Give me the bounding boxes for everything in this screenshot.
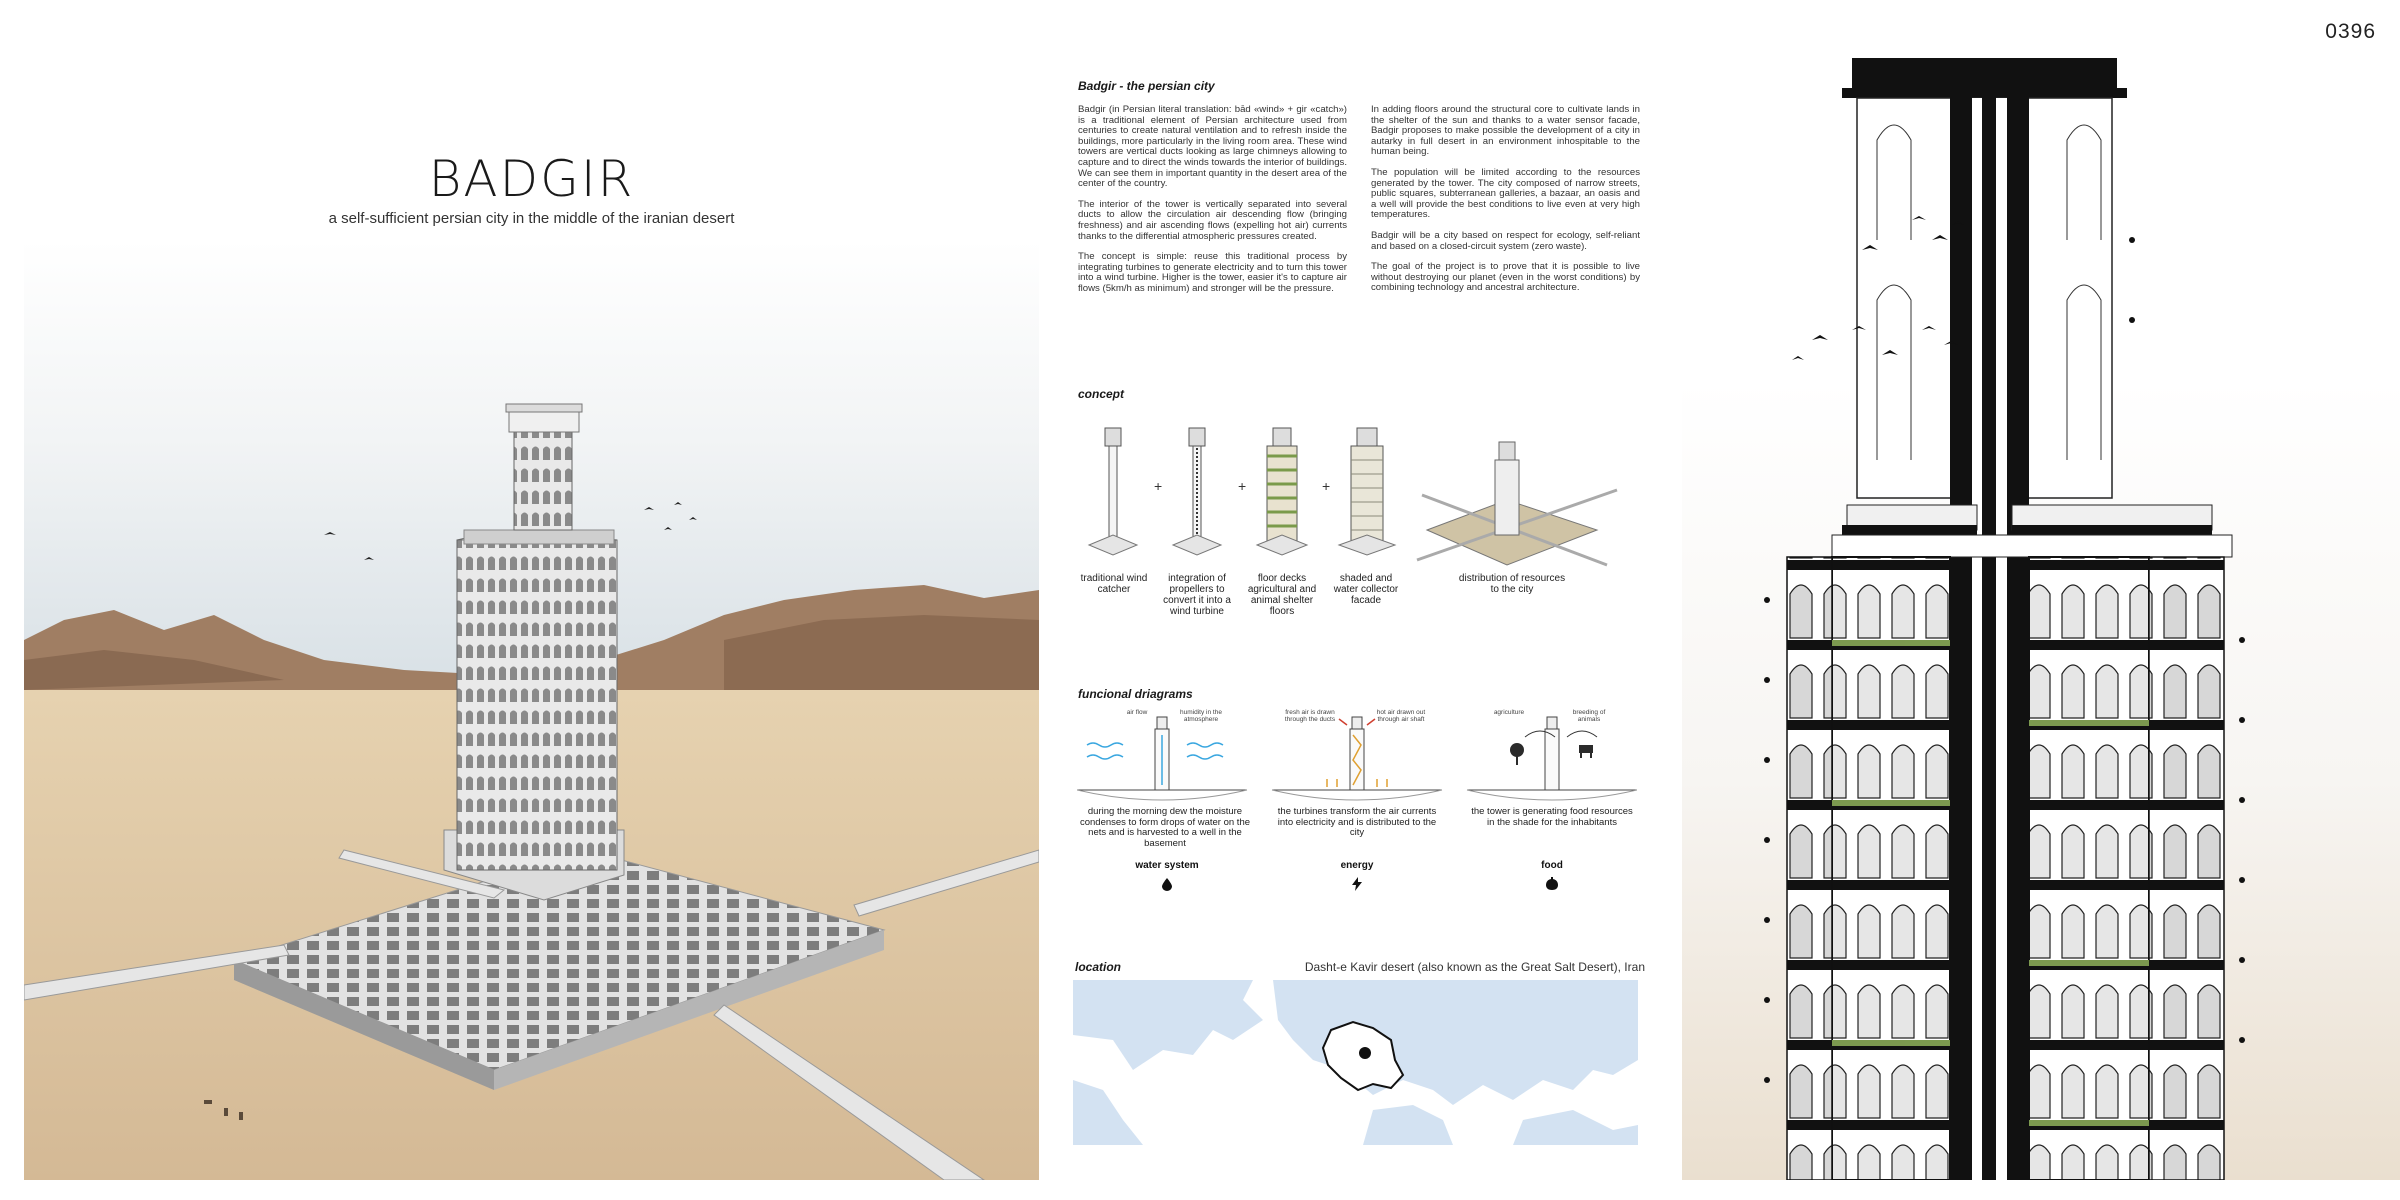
wind-catcher-icon <box>1089 428 1137 555</box>
location-heading: location <box>1075 960 1122 974</box>
intro-paragraph: Badgir will be a city based on respect for ecology, self-reliant and based on a closed-circuit system (zero waste). <box>1371 229 1640 252</box>
concept-illustrations <box>1077 420 1637 570</box>
functional-illustrations <box>1077 715 1637 815</box>
hero-render-panel <box>24 0 1039 1180</box>
functional-heading: funcional driagrams <box>1078 687 1193 701</box>
core <box>1950 60 1972 1180</box>
diagram-label: air flow <box>1126 709 1148 716</box>
concept-caption: shaded and water collector facade <box>1333 573 1399 606</box>
water-drop-icon <box>1161 877 1173 891</box>
tower-section-drawing <box>1682 0 2400 1180</box>
intro-paragraph: The concept is simple: reuse this traditional process by integrating turbines to generate electricity and to turn this tower into a wind turbine. Higher is the tower, easier it's to capture air flows (5km/h as minimum) and stronger will be the pressure. <box>1078 251 1347 294</box>
concept-diagram-row <box>1077 420 1637 630</box>
energy-diagram <box>1272 717 1442 800</box>
diagram-name: water system <box>1135 860 1199 871</box>
concept-heading: concept <box>1078 387 1125 401</box>
intro-text <box>1078 105 1640 305</box>
diagram-label: fresh air is drawn through the ducts <box>1284 709 1336 723</box>
intro-paragraph: The goal of the project is to prove that it is possible to live without destroying our planet (even in the worst conditions) by combining technology and ancestral architecture. <box>1371 261 1640 294</box>
functional-diagram-row <box>1077 709 1637 955</box>
page-subtitle: a self-sufficient persian city in the middle of the iranian desert <box>328 210 735 227</box>
diagram-caption: the tower is generating food resources in the shade for the inhabitants <box>1471 806 1633 828</box>
intro-heading: Badgir - the persian city <box>1078 79 1215 93</box>
tower-shaft <box>457 540 617 870</box>
intro-paragraph: In adding floors around the structural core to cultivate lands in the shelter of the sun and thanks to a water sensor facade, Badgir proposes to make possible the development of a city in autarky in full desert in an environment inhospitable to the human being. <box>1371 104 1640 158</box>
tower-crown <box>509 410 579 432</box>
city-distribution-icon <box>1417 442 1617 565</box>
page-code: 0396 <box>2325 20 2376 43</box>
concept-caption: integration of propellers to convert it into a wind turbine <box>1163 573 1231 617</box>
concept-caption: distribution of resources to the city <box>1458 573 1566 595</box>
diagram-label: hot air drawn out through air shaft <box>1376 709 1426 723</box>
lightning-icon <box>1351 877 1363 891</box>
section-drawing-panel <box>1682 0 2400 1180</box>
intro-right-column <box>1371 105 1640 305</box>
location-description: Dasht-e Kavir desert (also known as the Great Salt Desert), Iran <box>1304 960 1645 974</box>
food-diagram <box>1467 717 1637 800</box>
concept-caption: traditional wind catcher <box>1080 573 1148 595</box>
plus-sign: + <box>1322 478 1331 494</box>
intro-left-column <box>1078 105 1347 305</box>
diagram-caption: during the morning dew the moisture condenses to form drops of water on the nets and is harvested to a well in the basement <box>1079 806 1251 849</box>
water-diagram <box>1077 717 1247 800</box>
page-title: BADGIR <box>428 150 635 208</box>
location-map <box>1073 980 1638 1145</box>
diagram-label: breeding of animals <box>1572 709 1606 723</box>
plus-sign: + <box>1154 478 1163 494</box>
concept-caption: floor decks agricultural and animal shelter floors <box>1247 573 1317 617</box>
food-icon <box>1545 877 1559 891</box>
plus-sign: + <box>1238 478 1247 494</box>
diagram-label: humidity in the atmosphere <box>1180 709 1222 723</box>
intro-paragraph: Badgir (in Persian literal translation: bād «wind» + gir «catch») is a traditional element of Persian architecture used from centuries to create natural ventilation and to refresh inside the buildings, more particularly in the living room area. These wind towers are vertical ducts looking as large chimneys allowing to capture and to direct the winds towards the interior of buildings. We can see them in important quantity in the desert area of the center of the country. <box>1078 104 1347 190</box>
floors-left <box>1832 557 1950 1180</box>
location-marker <box>1359 1047 1371 1059</box>
diagram-name: energy <box>1340 860 1374 871</box>
floors-right <box>2029 557 2149 1180</box>
intro-paragraph: The interior of the tower is vertically separated into several ducts to allow the circulation air descending flow (bringing freshness) and air ascending flows (expelling hot air) currents thanks to the differential atmospheric pressures created. <box>1078 198 1347 242</box>
facade-tower-icon <box>1339 428 1395 555</box>
diagram-label: agriculture <box>1493 709 1525 716</box>
description-panel <box>1075 75 1645 1175</box>
turbine-tower-icon <box>1173 428 1221 555</box>
diagram-name: food <box>1541 860 1563 871</box>
intro-paragraph: The population will be limited according to the resources generated by the tower. The city composed of narrow streets, public squares, subterranean galleries, a bazaar, an oasis and a well will provide the best conditions to live even at very high temperatures. <box>1371 166 1640 221</box>
floor-decks-icon <box>1257 428 1307 555</box>
diagram-caption: the turbines transform the air currents into electricity and is distributed to the city <box>1277 806 1437 838</box>
